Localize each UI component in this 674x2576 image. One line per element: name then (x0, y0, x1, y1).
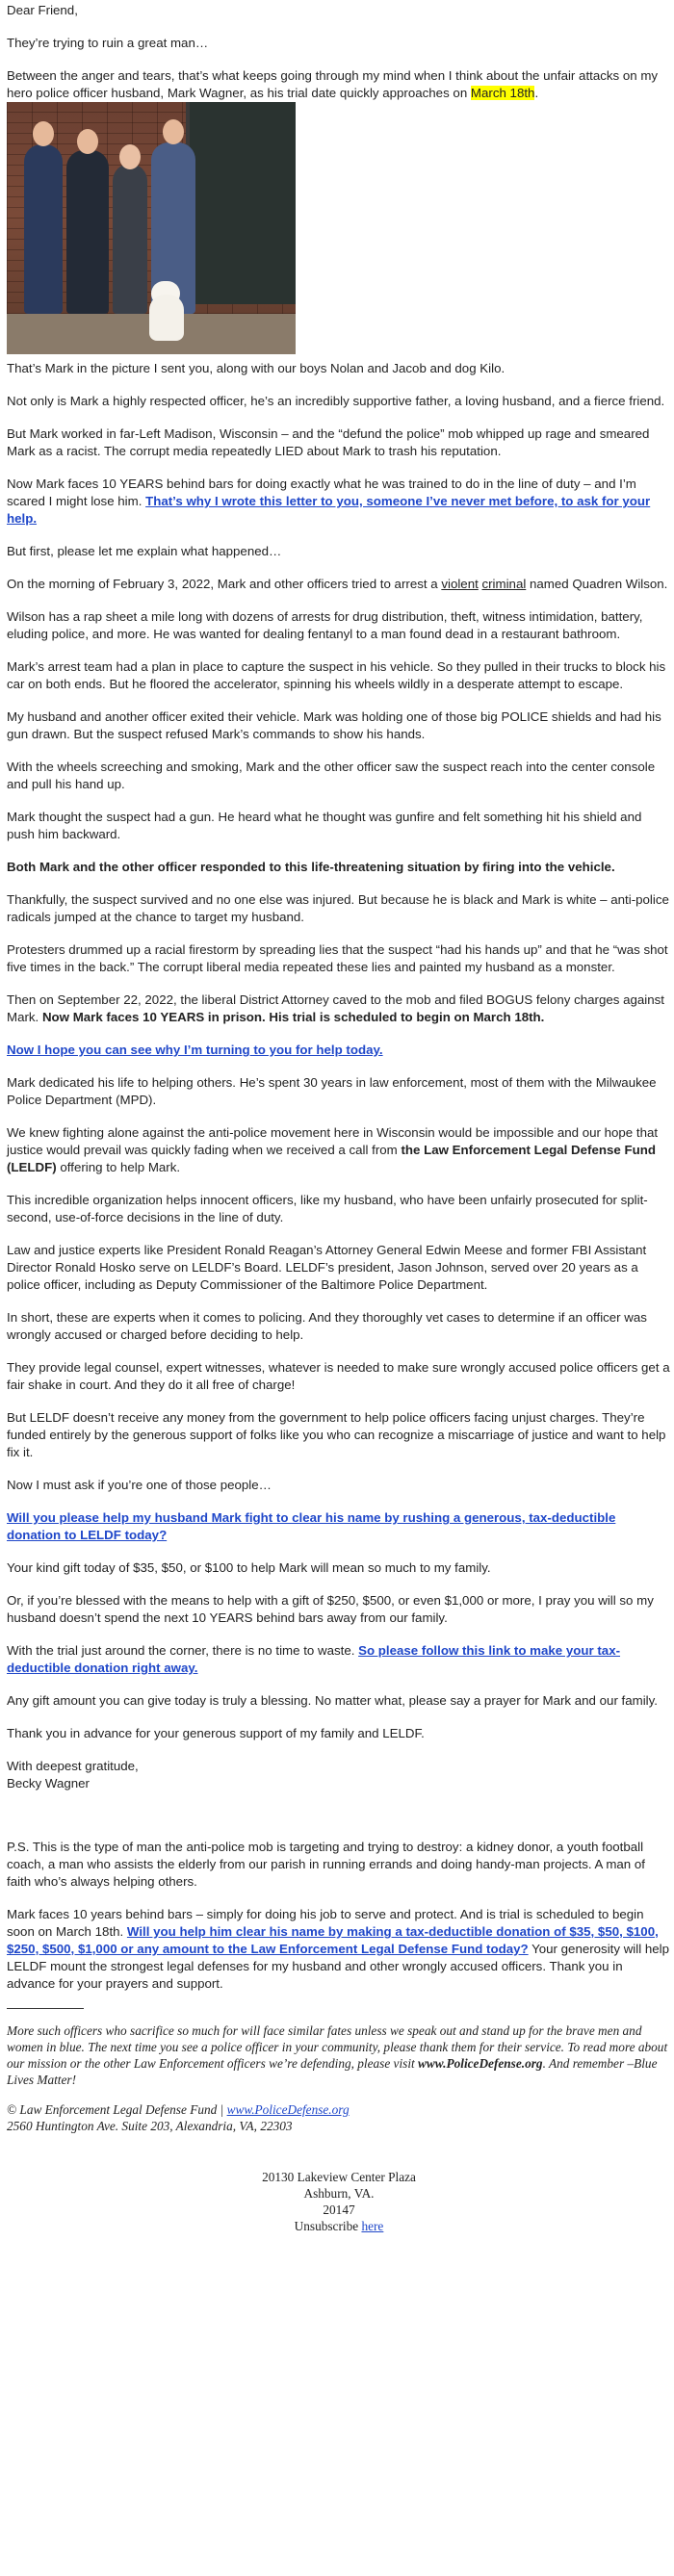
donate-link-primary[interactable]: Will you please help my husband Mark fight to clear his name by rushing a generous, tax-deductible donation to LELDF today? (7, 1510, 616, 1542)
turning-to-you-link[interactable]: Now I hope you can see why I’m turning to you for help today. (7, 1043, 383, 1057)
footer-mission-text: More such officers who sacrifice so much for will face similar fates unless we speak out and stand up for the brave men and women in blue. The next time you see a police officer in your community, please thank them for their service. To read more about our mission or the other Law Enforcement officers we’re defending, please visit www.PoliceDefense.org. And remember –Blue Lives Matter! (7, 2023, 668, 2087)
ps-paragraph: P.S. This is the type of man the anti-police mob is targeting and trying to destroy: a kidney donor, a youth football coach, a man who assists the elderly from our parish in running errands and doing handy-man projects. A man of faith who’s always helping others. (7, 1840, 645, 1889)
donate-link-ps[interactable]: Will you help him clear his name by making a tax-deductible donation of $35, $50, $100, $250, $500, $1,000 or any amount to the Law Enforcement Legal Defense Fund today? (7, 1924, 659, 1956)
copyright: © Law Enforcement Legal Defense Fund | www.PoliceDefense.org (7, 2102, 350, 2117)
footer-divider (7, 2008, 84, 2009)
org-address: 2560 Huntington Ave. Suite 203, Alexandria, VA, 22303 (7, 2119, 293, 2133)
trial-date-paragraph: Between the anger and tears, that’s what keeps going through my mind when I think about the unfair attacks on my hero police officer husband, Mark Wagner, as his trial date quickly approaches on March 18th. (7, 68, 659, 100)
mailing-address: 20130 Lakeview Center Plaza Ashburn, VA. 20147 Unsubscribe here (262, 2170, 416, 2233)
policedefense-link[interactable]: www.PoliceDefense.org (226, 2102, 350, 2117)
unsubscribe-link[interactable]: here (361, 2219, 384, 2233)
email-body: Dear Friend, They’re trying to ruin a great man… Between the anger and tears, that’s what keeps going through my mind when I think about the unfair attacks on my hero police officer husband, Mark Wagner, as his trial date quickly approaches on March 18th. That’s Mark in the picture I sent you, along with our boys Nolan and Jacob and dog Kilo. Not only is Mark a highly respected officer, he’s an incredibly supportive father, a loving husband, and a fierce friend. But Mark worked in far-Left Madison, Wisconsin – and the “defund the police” mob whipped up rage and smeared Mark as a racist. The corrupt media repeatedly LIED about Mark to trash his reputation. Now Mark faces 10 YEARS behind bars for doing exactly what he was trained to do in the line of duty – and I’m scared I might lose him. That’s why I wrote this letter to you, someone I’ve never met before, to ask for your help. But first, please let me explain what happened… On the morning of February 3, 2022, Mark and other officers tried to arrest a violent criminal named Quadren Wilson. Wilson has a rap sheet a mile long with dozens of arrests for drug distribution, theft, witness intimidation, battery, eluding police, and more. He was wanted for dealing fentanyl to a man found dead in a restaurant bathroom. Mark’s arrest team had a plan in place to capture the suspect in his vehicle. So they pulled in their trucks to block his car on both ends. But he floored the accelerator, spinning his wheels wildly in a desperate attempt to escape. My husband and another officer exited their vehicle. Mark was holding one of those big POLICE shields and had his gun drawn. But the suspect refused Mark’s commands to show his hands. With the wheels screeching and smoking, Mark and the other officer saw the suspect reach into the center console and pull his hand up. Mark thought the suspect had a gun. He heard what he thought was gunfire and felt something hit his shield and push him backward. Both Mark and the other officer responded to this life-threatening situation by firing into the vehicle. Thankfully, the suspect survived and no one else was injured. But because he is black and Mark is white – anti-police radicals jumped at the chance to target my husband. Protesters drummed up a racial firestorm by spreading lies that the suspect “had his hands up” and that he “was shot five times in the back.” The corrupt liberal media repeated these lies and painted my husband as a monster. Then on September 22, 2022, the liberal District Attorney caved to the mob and filed BOGUS felony charges against Mark. Now Mark faces 10 YEARS in prison. His trial is scheduled to begin on March 18th. Now I hope you can see why I’m turning to you for help today. Mark dedicated his life to helping others. He’s spent 30 years in law enforcement, most of them with the Milwaukee Police Department (MPD). We knew fighting alone against the anti-police movement here in Wisconsin would be impossible and our hope that justice would prevail was quickly fading when we received a call from the Law Enforcement Legal Defense Fund (LELDF) offering to help Mark. This incredible organization helps innocent officers, like my husband, who have been unfairly prosecuted for split-second, use-of-force decisions in the line of duty. Law and justice experts like President Ronald Reagan’s Attorney General Edwin Meese and former FBI Assistant Director Ronald Hosko serve on LELDF’s Board. LELDF’s president, Jason Johnson, served over 20 years as a police officer, including as Deputy Commissioner of the Baltimore Police Department. In short, these are experts when it comes to policing. And they thoroughly vet cases to determine if an officer was wrongly accused or charged before deciding to help. They provide legal counsel, expert witnesses, whatever is needed to make sure wrongly accused police officers get a fair shake in court. And they do it all free of charge! But LELDF doesn’t receive any money from the government to help police officers facing unjust charges. They’re funded entirely by the generous support of folks like you who can recognize a miscarriage of justice and want to help fix it. Now I must ask if you’re one of those people… Will you please help my husband Mark fight to clear his name by rushing a generous, tax-deductible donation to LELDF today? Your kind gift today of $35, $50, or $100 to help Mark will mean so much to my family. Or, if you’re blessed with the means to help with a gift of $250, $500, or even $1,000 or more, I pray you will so my husband doesn’t spend the next 10 YEARS behind bars away from our family. With the trial just around the corner, there is no time to waste. So please follow this link to make your tax-deductible donation right away. Any gift amount you can give today is truly a blessing. No matter what, please say a prayer for Mark and our family. Thank you in advance for your generous support of my family and LELDF. With deepest gratitude, Becky Wagner P.S. This is the type of man the anti-police mob is targeting and trying to destroy: a kidney donor, a youth football coach, a man who assists the elderly from our parish in running errands and doing handy-man projects. A man of faith who’s always helping others. Mark faces 10 years behind bars – simply for doing his job to serve and protect. And is trial is scheduled to begin soon on March 18th. Will you help him clear his name by making a tax-deductible donation of $35, $50, $100, $250, $500, $1,000 or any amount to the Law Enforcement Legal Defense Fund today? Your generosity will help LELDF mount the strongest legal defenses for my husband and other wrongly accused officers. Thank you in advance for your prayers and support. More such officers who sacrifice so much for will face similar fates unless we speak out and stand up for the brave men and women in blue. The next time you see a police officer in your community, please thank them for their service. To read more about our mission or the other Law Enforcement officers we’re defending, please visit www.PoliceDefense.org. And remember –Blue Lives Matter! © Law Enforcement Legal Defense Fund | www.PoliceDefense.org 2560 Huntington Ave. Suite 203, Alexandria, VA, 22303 20130 Lakeview Center Plaza Ashburn, VA. 20147 Unsubscribe here (7, 3, 670, 2233)
family-photo (7, 102, 296, 354)
signature: Becky Wagner (7, 1776, 90, 1790)
closing: With deepest gratitude, (7, 1759, 139, 1773)
highlighted-date: March 18th (470, 86, 535, 100)
donate-link-secondary[interactable]: So please follow this link to make your tax-deductible donation right away. (7, 1643, 621, 1675)
ask-for-help-link[interactable]: That’s why I wrote this letter to you, someone I’ve never met before, to ask for your help. (7, 494, 651, 526)
intro-line: They’re trying to ruin a great man… (7, 36, 209, 50)
photo-caption: That’s Mark in the picture I sent you, along with our boys Nolan and Jacob and dog Kilo. (7, 361, 506, 375)
greeting: Dear Friend, (7, 3, 78, 17)
